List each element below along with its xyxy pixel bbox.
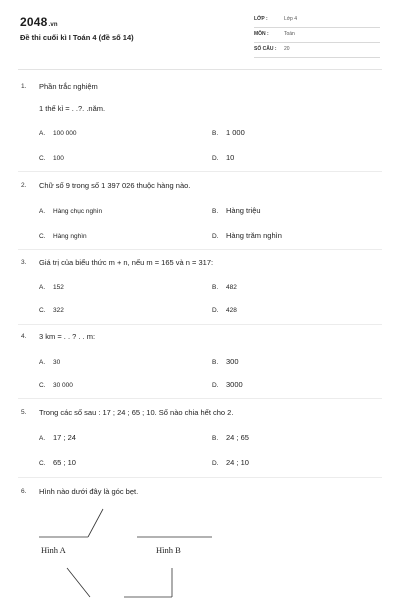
option-letter: A. bbox=[39, 208, 46, 215]
meta-row-subject bbox=[254, 30, 380, 43]
question-number: 4. bbox=[21, 333, 27, 340]
meta-row-grade bbox=[254, 15, 380, 28]
option-b[interactable] bbox=[212, 433, 249, 442]
logo-suffix: .vn bbox=[48, 22, 58, 28]
option-value: 100 000 bbox=[53, 130, 77, 137]
option-value: 152 bbox=[53, 284, 64, 291]
option-letter: A. bbox=[39, 130, 46, 137]
option-letter: C. bbox=[39, 460, 46, 467]
option-value: 10 bbox=[226, 153, 235, 162]
option-letter: C. bbox=[39, 233, 46, 240]
option-value: 3000 bbox=[226, 380, 243, 389]
option-letter: C. bbox=[39, 307, 46, 314]
meta-value: Lớp 4 bbox=[284, 16, 298, 22]
question-number: 1. bbox=[21, 83, 27, 90]
option-a[interactable] bbox=[39, 206, 102, 215]
option-value: 30 000 bbox=[53, 382, 73, 389]
question-divider bbox=[18, 324, 382, 325]
option-value: 17 ; 24 bbox=[53, 433, 76, 442]
meta-label: MÔN : bbox=[254, 31, 269, 37]
option-d[interactable] bbox=[212, 305, 237, 314]
meta-label: LỚP : bbox=[254, 16, 268, 22]
option-c[interactable] bbox=[39, 380, 73, 389]
option-d[interactable] bbox=[212, 458, 249, 467]
question-number: 6. bbox=[21, 488, 27, 495]
option-letter: D. bbox=[212, 382, 219, 389]
option-letter: B. bbox=[212, 284, 219, 291]
question-text: 3 km = . . ? . . m: bbox=[39, 332, 96, 341]
figure-a-angle bbox=[39, 509, 103, 537]
figure-d-angle bbox=[124, 568, 172, 597]
question-text: Hình nào dưới đây là góc bẹt. bbox=[39, 487, 139, 496]
figure-b-label: Hình B bbox=[156, 545, 181, 555]
question-divider bbox=[18, 249, 382, 250]
question-number: 3. bbox=[21, 259, 27, 266]
option-b[interactable] bbox=[212, 128, 245, 137]
option-letter: A. bbox=[39, 435, 46, 442]
option-letter: C. bbox=[39, 155, 46, 162]
figure-a-label: Hình A bbox=[41, 545, 66, 555]
option-c[interactable] bbox=[39, 231, 87, 240]
question-number: 2. bbox=[21, 182, 27, 189]
question-section-title: Phần trắc nghiệm bbox=[39, 82, 98, 91]
option-c[interactable] bbox=[39, 458, 76, 467]
meta-row-count bbox=[254, 45, 380, 58]
option-value: 322 bbox=[53, 307, 64, 314]
question-text: Giá trị của biểu thức m + n, nếu m = 165 và n = 317: bbox=[39, 258, 214, 267]
option-value: 100 bbox=[53, 155, 64, 162]
meta-value: 20 bbox=[284, 46, 290, 52]
option-letter: C. bbox=[39, 382, 46, 389]
option-value: Hàng triệu bbox=[226, 206, 261, 215]
option-value: 24 ; 65 bbox=[226, 433, 249, 442]
option-d[interactable] bbox=[212, 380, 243, 389]
question-divider bbox=[18, 477, 382, 478]
option-value: Hàng nghìn bbox=[53, 233, 87, 240]
option-b[interactable] bbox=[212, 357, 239, 366]
option-value: 428 bbox=[226, 307, 237, 314]
option-letter: D. bbox=[212, 233, 219, 240]
option-letter: A. bbox=[39, 284, 46, 291]
option-letter: B. bbox=[212, 359, 219, 366]
option-value: Hàng trăm nghìn bbox=[226, 231, 282, 240]
option-c[interactable] bbox=[39, 153, 64, 162]
option-value: 1 000 bbox=[226, 128, 245, 137]
logo-main: 2048 bbox=[20, 15, 48, 29]
option-b[interactable] bbox=[212, 206, 261, 215]
meta-value: Toán bbox=[284, 31, 295, 37]
question-text: Trong các số sau : 17 ; 24 ; 65 ; 10. Số nào chia hết cho 2. bbox=[39, 408, 234, 417]
question-number: 5. bbox=[21, 409, 27, 416]
meta-label: SỐ CÂU : bbox=[254, 46, 277, 52]
figure-a-ray-slanted bbox=[88, 509, 103, 537]
option-b[interactable] bbox=[212, 282, 237, 291]
option-a[interactable] bbox=[39, 282, 64, 291]
option-d[interactable] bbox=[212, 153, 234, 162]
option-value: 24 ; 10 bbox=[226, 458, 249, 467]
exam-title: Đề thi cuối kì I Toán 4 (đề số 14) bbox=[20, 33, 134, 42]
question-text: Chữ số 9 trong số 1 397 026 thuộc hàng nào. bbox=[39, 181, 191, 190]
question-text: 1 thế kỉ = . .?. .năm. bbox=[39, 104, 106, 113]
option-letter: D. bbox=[212, 155, 219, 162]
figure-c-ray bbox=[67, 568, 90, 597]
option-d[interactable] bbox=[212, 231, 282, 240]
option-value: 65 ; 10 bbox=[53, 458, 76, 467]
option-value: Hàng chục nghìn bbox=[53, 208, 103, 215]
option-value: 30 bbox=[53, 359, 61, 366]
option-letter: B. bbox=[212, 130, 219, 137]
site-logo[interactable] bbox=[20, 15, 58, 29]
option-value: 482 bbox=[226, 284, 237, 291]
question-divider bbox=[18, 398, 382, 399]
option-letter: A. bbox=[39, 359, 46, 366]
figure-c-angle bbox=[67, 568, 90, 597]
option-letter: B. bbox=[212, 435, 219, 442]
option-letter: D. bbox=[212, 460, 219, 467]
question-divider bbox=[18, 171, 382, 172]
option-letter: D. bbox=[212, 307, 219, 314]
option-letter: B. bbox=[212, 208, 219, 215]
header-divider bbox=[18, 69, 382, 70]
option-a[interactable] bbox=[39, 433, 76, 442]
option-a[interactable] bbox=[39, 128, 77, 137]
option-c[interactable] bbox=[39, 305, 64, 314]
option-a[interactable] bbox=[39, 357, 60, 366]
option-value: 300 bbox=[226, 357, 239, 366]
